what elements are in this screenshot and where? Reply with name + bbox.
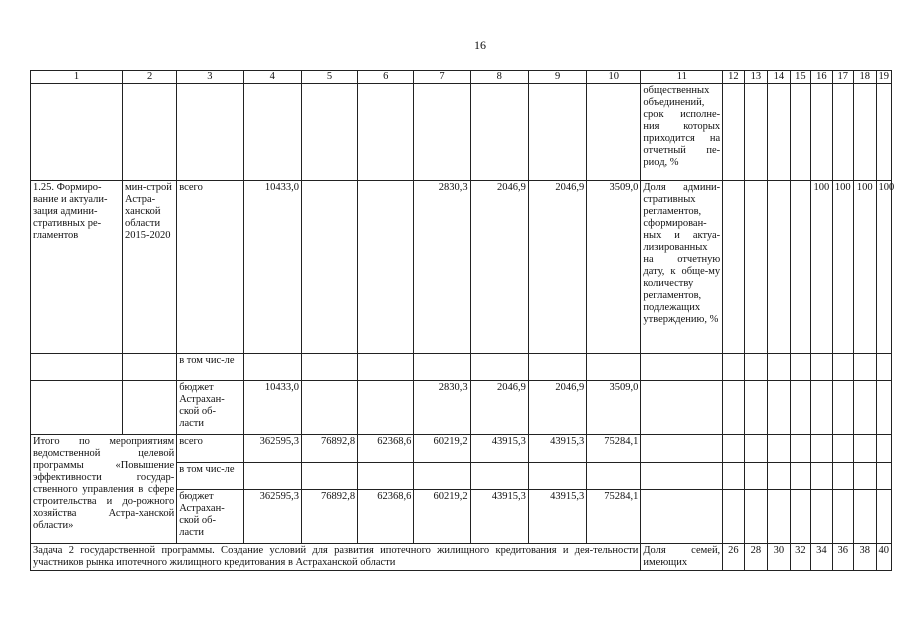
target-value-cell: 30 — [768, 544, 790, 571]
header-cell: 16 — [811, 71, 832, 84]
target-value-cell: 100 — [811, 181, 832, 354]
value-cell: 60219,2 — [414, 435, 470, 463]
value-cell: 43915,3 — [470, 490, 528, 544]
value-cell: 43915,3 — [470, 435, 528, 463]
target-value-cell: 34 — [811, 544, 832, 571]
table-row — [31, 544, 892, 571]
header-cell: 5 — [301, 71, 357, 84]
target-value-cell: 100 — [854, 181, 876, 354]
target-value-cell: 28 — [744, 544, 768, 571]
header-cell: 4 — [243, 71, 301, 84]
header-cell: 18 — [854, 71, 876, 84]
value-cell: 62368,6 — [358, 435, 414, 463]
total-label-cell: Итого по мероприятиям ведомственной целевой программы «Повышение эффективности государ-ственного управления в сфере строительства и до-рожного хозяйства Астра-ханской области» — [31, 435, 177, 544]
table-row — [31, 354, 892, 381]
header-cell: 7 — [414, 71, 470, 84]
header-cell: 15 — [790, 71, 810, 84]
target-value-cell: 38 — [854, 544, 876, 571]
program-table — [30, 70, 895, 571]
event-cell: 1.25. Формиро-вание и актуали-зация админи-стративных ре-гламентов — [31, 181, 123, 354]
value-cell: 62368,6 — [358, 490, 414, 544]
value-cell: 2830,3 — [414, 381, 470, 435]
header-cell: 6 — [358, 71, 414, 84]
value-cell: 362595,3 — [243, 490, 301, 544]
task-cell: Задача 2 государственной программы. Создание условий для развития ипотечного жилищного кредитования и дея-тельности участников рынка ипотечного жилищного кредитования в Астраханской области — [31, 544, 641, 571]
source-cell: всего — [177, 435, 243, 463]
header-cell: 12 — [723, 71, 744, 84]
source-cell: бюджет Астрахан-ской об-ласти — [177, 490, 243, 544]
header-cell: 19 — [876, 71, 891, 84]
value-cell: 2046,9 — [470, 181, 528, 354]
target-value-cell: 100 — [832, 181, 853, 354]
header-cell: 8 — [470, 71, 528, 84]
value-cell: 43915,3 — [528, 490, 586, 544]
table-header-row — [31, 71, 892, 84]
table-row — [31, 435, 892, 463]
header-cell: 17 — [832, 71, 853, 84]
value-cell: 2046,9 — [528, 381, 586, 435]
table-row — [31, 381, 892, 435]
indicator-cell: Доля админи-стративных регламентов, сформирован-ных и актуа-лизированных на отчетную дату, к обще-му количеству регламентов, подлежащих утверждению, % — [641, 181, 723, 354]
value-cell: 43915,3 — [528, 435, 586, 463]
header-cell: 11 — [641, 71, 723, 84]
header-cell: 3 — [177, 71, 243, 84]
target-value-cell: 32 — [790, 544, 810, 571]
value-cell: 75284,1 — [587, 435, 641, 463]
value-cell: 2046,9 — [470, 381, 528, 435]
source-cell: в том чис-ле — [177, 463, 243, 490]
source-cell: всего — [177, 181, 243, 354]
source-cell: в том чис-ле — [177, 354, 243, 381]
header-cell: 13 — [744, 71, 768, 84]
value-cell: 3509,0 — [587, 381, 641, 435]
target-value-cell: 36 — [832, 544, 853, 571]
executor-cell: мин-строй Астра-ханской области 2015-2020 — [123, 181, 177, 354]
indicator-cell: общественных объединений, срок исполне-ния которых приходится на отчетный пе-риод, % — [641, 84, 723, 181]
value-cell: 76892,8 — [301, 490, 357, 544]
value-cell: 2830,3 — [414, 181, 470, 354]
target-value-cell: 40 — [876, 544, 891, 571]
target-value-cell: 26 — [723, 544, 744, 571]
value-cell: 75284,1 — [587, 490, 641, 544]
value-cell: 2046,9 — [528, 181, 586, 354]
value-cell: 10433,0 — [243, 181, 301, 354]
header-cell: 2 — [123, 71, 177, 84]
header-cell: 1 — [31, 71, 123, 84]
table-row — [31, 181, 892, 354]
value-cell: 3509,0 — [587, 181, 641, 354]
source-cell: бюджет Астрахан-ской об-ласти — [177, 381, 243, 435]
page-number: 16 — [474, 38, 486, 52]
value-cell: 76892,8 — [301, 435, 357, 463]
table-row — [31, 84, 892, 181]
indicator-cell: Доля семей, имеющих — [641, 544, 723, 571]
value-cell: 10433,0 — [243, 381, 301, 435]
value-cell: 362595,3 — [243, 435, 301, 463]
value-cell: 60219,2 — [414, 490, 470, 544]
target-value-cell: 100 — [876, 181, 891, 354]
header-cell: 10 — [587, 71, 641, 84]
header-cell: 14 — [768, 71, 790, 84]
header-cell: 9 — [528, 71, 586, 84]
